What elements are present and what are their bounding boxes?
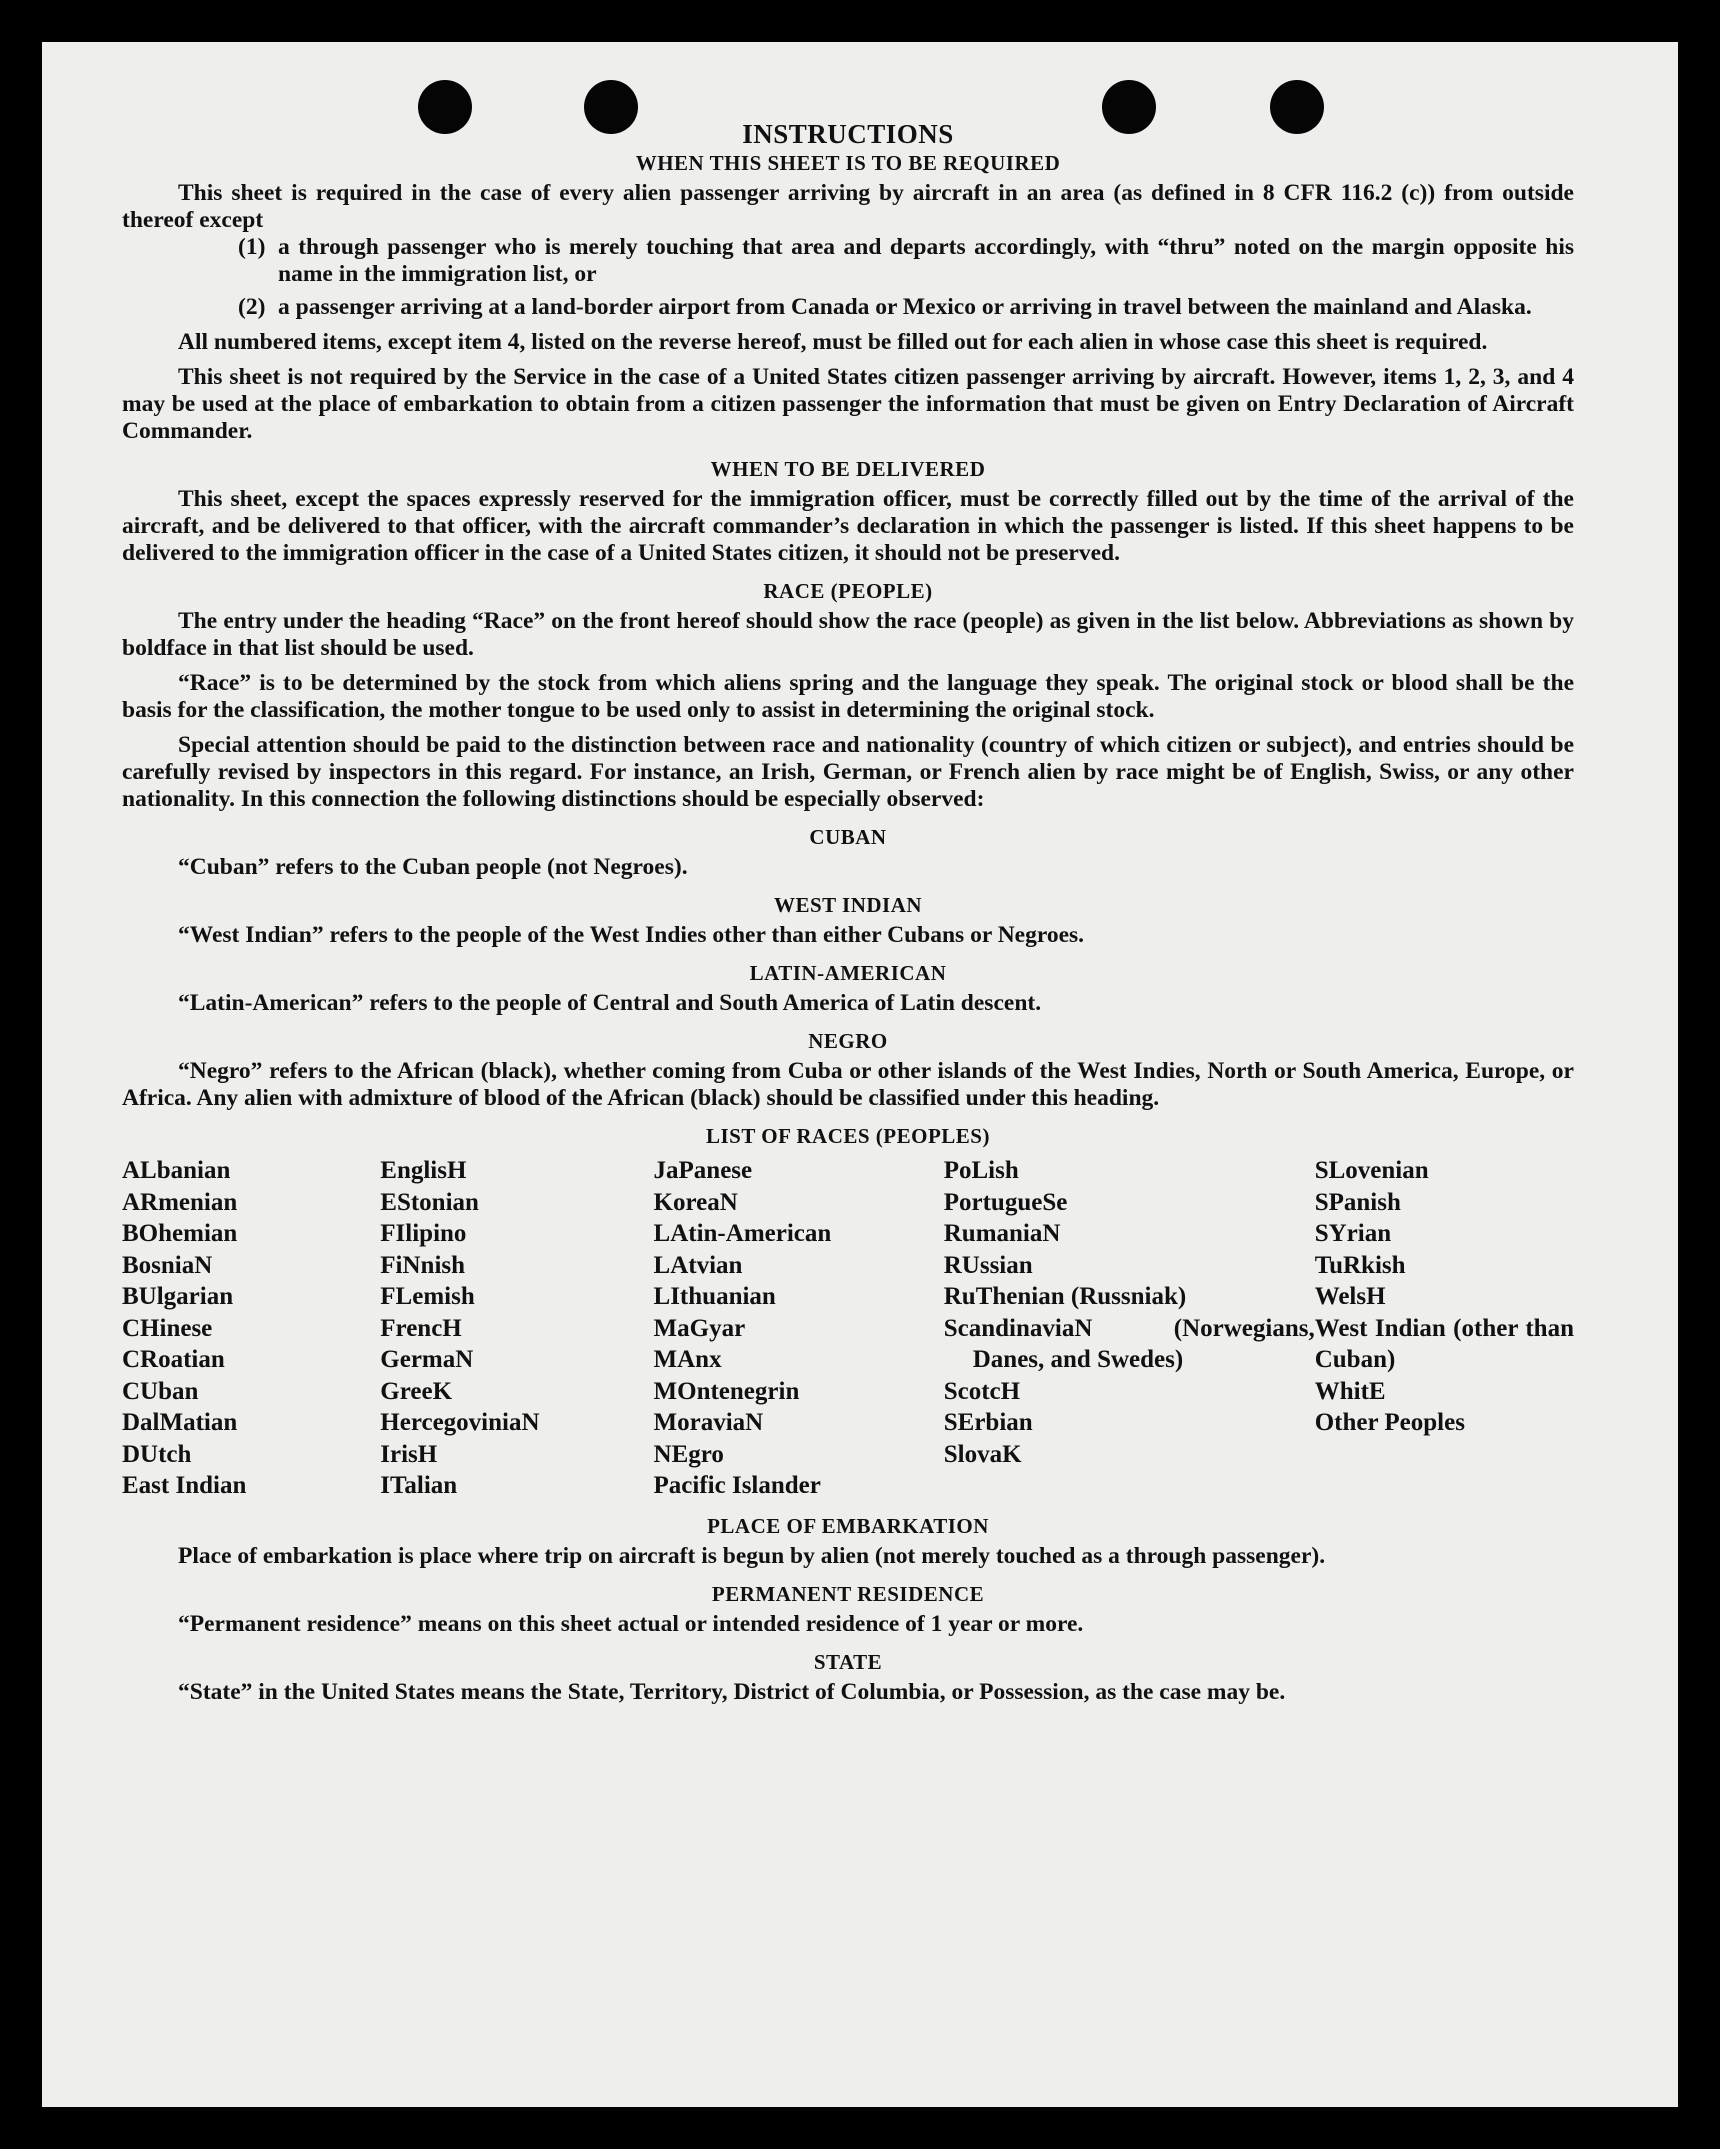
race-item: EnglisH: [380, 1157, 467, 1184]
instructions-content: [122, 118, 1574, 1706]
race-item: FIlipino: [380, 1220, 467, 1247]
page-title: INSTRUCTIONS: [742, 119, 954, 149]
race-item: SYrian: [1314, 1220, 1392, 1247]
section-heading: STATE: [813, 1649, 883, 1674]
race-item: NEgro: [653, 1440, 724, 1468]
race-column: [380, 1155, 653, 1502]
section-heading: CUBAN: [809, 825, 887, 849]
paragraph: Place of embarkation is place where trip on aircraft is begun by alien (not merely touched as a through passenger).: [178, 1542, 1326, 1569]
race-item: WelsH: [1314, 1283, 1386, 1310]
paragraph: “Race” is to be determined by the stock from which aliens spring and the language they speak. The original stock or blood shall be the basis for the classification, the mother tongue to be used only to assist in determining the original stock.: [122, 670, 1574, 723]
race-item: BUlgarian: [122, 1283, 234, 1310]
race-column: [122, 1155, 380, 1502]
race-item: East Indian: [122, 1472, 247, 1499]
list-item: [238, 234, 1574, 288]
item-number: (1): [238, 234, 266, 260]
race-item: LAtvian: [653, 1251, 743, 1279]
race-item: RuThenian (Russniak): [943, 1283, 1187, 1310]
race-item: GermaN: [380, 1346, 474, 1373]
paragraph: “Negro” refers to the African (black), whether coming from Cuba or other islands of the West Indies, North or South America, Europe, or Africa. Any alien with admixture of blood of the African (black) should be classified under this heading.: [122, 1058, 1574, 1111]
race-item: MoraviaN: [653, 1409, 764, 1436]
paragraph: Special attention should be paid to the distinction between race and nationality (country of which citizen or subject), and entries should be carefully revised by inspectors in this regard. For instance, an Irish, German, or French alien by race might be of English, Swiss, or any other nationality. In this connection the following distinctions should be especially observed:: [122, 732, 1574, 812]
race-item: BosniaN: [122, 1251, 213, 1279]
race-item: MOntenegrin: [653, 1377, 800, 1405]
race-item: ALbanian: [122, 1157, 231, 1184]
race-item: KoreaN: [653, 1188, 738, 1216]
race-item: FiNnish: [380, 1251, 466, 1279]
race-item: ScotcH: [943, 1377, 1021, 1405]
race-item: SlovaK: [943, 1440, 1022, 1468]
paragraph: “State” in the United States means the State, Territory, District of Columbia, or Possession, as the case may be.: [178, 1678, 1286, 1705]
race-item: FLemish: [380, 1283, 475, 1310]
race-item: TuRkish: [1314, 1251, 1406, 1279]
race-item: ARmenian: [122, 1188, 238, 1216]
section-heading: WHEN THIS SHEET IS TO BE REQUIRED: [635, 151, 1061, 175]
race-item: WhitE: [1314, 1377, 1386, 1405]
item-number: (2): [238, 294, 266, 320]
race-item: Pacific Islander: [653, 1472, 821, 1499]
race-item: CRoatian: [122, 1346, 225, 1373]
race-column: [654, 1155, 944, 1502]
race-item: ITalian: [380, 1472, 458, 1499]
race-item: SErbian: [943, 1409, 1033, 1436]
list-item: [238, 294, 1574, 321]
section-heading: LATIN-AMERICAN: [749, 961, 947, 985]
paragraph: “Permanent residence” means on this sheet actual or intended residence of 1 year or more.: [178, 1610, 1084, 1637]
race-item: HercegoviniaN: [380, 1409, 540, 1436]
race-item: LIthuanian: [653, 1283, 776, 1310]
paragraph: All numbered items, except item 4, listed on the reverse hereof, must be filled out for each alien in whose case this sheet is required.: [178, 329, 1488, 355]
race-item: IrisH: [380, 1440, 438, 1468]
race-item: JaPanese: [653, 1157, 753, 1184]
paragraph: This sheet, except the spaces expressly reserved for the immigration officer, must be correctly filled out by the time of the arrival of the aircraft, and be delivered to that officer, with the aircraft commander’s declaration in which the passenger is listed. If this sheet happens to be delivered to the immigration officer in the case of a United States citizen, it should not be preserved.: [122, 486, 1574, 566]
race-item: DUtch: [122, 1440, 192, 1468]
race-column: [944, 1155, 1315, 1502]
race-item: PortugueSe: [943, 1188, 1068, 1216]
paragraph: “Cuban” refers to the Cuban people (not Negroes).: [178, 854, 688, 880]
race-item: CHinese: [122, 1314, 213, 1342]
paragraph: The entry under the heading “Race” on the front hereof should show the race (people) as given in the list below. Abbreviations as shown by boldface in that list should be used.: [122, 608, 1574, 661]
section-heading: WEST INDIAN: [773, 893, 923, 917]
race-item: BOhemian: [122, 1220, 238, 1247]
race-item: RumaniaN: [943, 1220, 1061, 1247]
race-item: FrencH: [380, 1314, 462, 1342]
race-item: SPanish: [1314, 1188, 1401, 1216]
race-item: SLovenian: [1314, 1157, 1429, 1184]
race-item: MaGyar: [653, 1314, 746, 1342]
section-heading: NEGRO: [808, 1029, 888, 1053]
paragraph: This sheet is required in the case of every alien passenger arriving by aircraft in an area (as defined in 8 CFR 116.2 (c)) from outside thereof except: [122, 180, 1574, 233]
race-item: CUban: [122, 1377, 199, 1405]
section-heading: PLACE OF EMBARKATION: [707, 1513, 989, 1538]
race-item: ScandinaviaN (Norwegians, Danes, and Swedes): [943, 1314, 1315, 1373]
paragraph: This sheet is not required by the Service in the case of a United States citizen passenger arriving by aircraft. However, items 1, 2, 3, and 4 may be used at the place of embarkation to obtain from a citizen passenger the information that must be given on Entry Declaration of Aircraft Commander.: [122, 364, 1574, 444]
race-column: [1315, 1155, 1574, 1502]
paragraph: “Latin-American” refers to the people of Central and South America of Latin descent.: [178, 990, 1042, 1016]
section-heading: RACE (PEOPLE): [763, 579, 933, 603]
race-item: West Indian (other than Cuban): [1314, 1314, 1574, 1373]
document-sheet: [42, 42, 1678, 2107]
race-list: [122, 1155, 1574, 1502]
item-text: a through passenger who is merely touching that area and departs accordingly, with “thru” noted on the margin opposite his name in the immigration list, or: [278, 234, 1574, 287]
race-item: LAtin-American: [653, 1220, 832, 1247]
section-heading: WHEN TO BE DELIVERED: [710, 457, 986, 481]
race-item: PoLish: [943, 1157, 1019, 1184]
section-heading: PERMANENT RESIDENCE: [711, 1581, 985, 1606]
race-item: Other Peoples: [1314, 1409, 1465, 1436]
race-item: GreeK: [380, 1377, 453, 1405]
paragraph: “West Indian” refers to the people of the West Indies other than either Cubans or Negroes.: [178, 922, 1085, 948]
race-item: MAnx: [653, 1346, 722, 1373]
race-item: DalMatian: [122, 1409, 238, 1436]
race-item: RUssian: [943, 1251, 1033, 1279]
item-text: a passenger arriving at a land-border airport from Canada or Mexico or arriving in travel between the mainland and Alaska.: [278, 294, 1532, 320]
section-heading: LIST OF RACES (PEOPLES): [706, 1124, 990, 1148]
race-item: EStonian: [380, 1188, 479, 1216]
